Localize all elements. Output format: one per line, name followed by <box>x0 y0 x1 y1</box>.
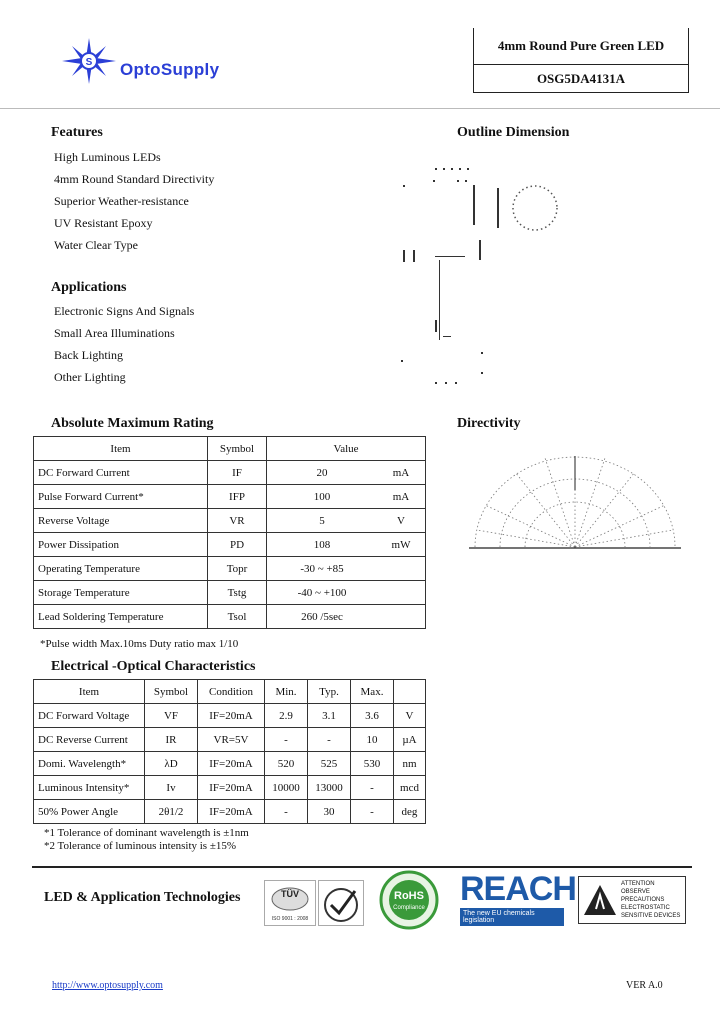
abs-max-table <box>33 436 426 629</box>
col-symbol: Symbol <box>208 437 267 461</box>
cell-symbol: IR <box>145 728 198 752</box>
col-condition: Condition <box>198 680 265 704</box>
applications-heading: Applications <box>51 280 127 295</box>
cell-symbol: λD <box>145 752 198 776</box>
cell-unit: nm <box>394 752 426 776</box>
top-divider <box>0 108 720 109</box>
cell-item: Domi. Wavelength* <box>34 752 145 776</box>
attention-line: OBSERVE PRECAUTIONS <box>621 889 665 903</box>
rohs-sub: Compliance <box>393 905 425 911</box>
cell-max: 530 <box>351 752 394 776</box>
table-row <box>34 752 426 776</box>
col-typ: Typ. <box>308 680 351 704</box>
table-row <box>34 509 426 533</box>
feature-item: UV Resistant Epoxy <box>54 216 153 230</box>
cell-unit: mA <box>377 461 426 485</box>
abs-max-heading: Absolute Maximum Rating <box>51 416 214 431</box>
cell-unit: V <box>377 509 426 533</box>
cell-unit <box>377 557 426 581</box>
tuv-logo-icon <box>265 881 315 925</box>
cell-symbol: VR <box>208 509 267 533</box>
cell-item: Reverse Voltage <box>34 509 208 533</box>
table-row <box>34 605 426 629</box>
cell-min: 520 <box>265 752 308 776</box>
application-item: Back Lighting <box>54 348 123 362</box>
version-label: VER A.0 <box>626 980 663 991</box>
svg-text:S: S <box>85 57 93 68</box>
tuv-badge <box>264 880 316 926</box>
cell-condition: IF=20mA <box>198 800 265 824</box>
cell-symbol: Tsol <box>208 605 267 629</box>
footer-title: LED & Application Technologies <box>44 890 241 905</box>
eo-note-1: *1 Tolerance of dominant wavelength is ±1nm <box>44 827 249 839</box>
cell-condition: IF=20mA <box>198 752 265 776</box>
table-row <box>34 485 426 509</box>
rohs-text: RoHS <box>394 890 424 902</box>
cell-item: Pulse Forward Current* <box>34 485 208 509</box>
cell-typ: 3.1 <box>308 704 351 728</box>
cell-max: - <box>351 776 394 800</box>
application-item: Other Lighting <box>54 370 126 384</box>
application-item: Small Area Illuminations <box>54 326 175 340</box>
attention-text <box>621 880 685 920</box>
cell-symbol: 2θ1/2 <box>145 800 198 824</box>
cell-min: - <box>265 800 308 824</box>
table-header-row <box>34 680 426 704</box>
cell-max: 3.6 <box>351 704 394 728</box>
table-row <box>34 557 426 581</box>
attention-line: SENSITIVE DEVICES <box>621 913 681 919</box>
checkmark-icon <box>319 881 363 925</box>
reach-sub: The new EU chemicals legislation <box>460 908 564 926</box>
features-heading: Features <box>51 125 103 140</box>
cell-item: DC Forward Voltage <box>34 704 145 728</box>
cell-min: 2.9 <box>265 704 308 728</box>
cell-symbol: Iv <box>145 776 198 800</box>
directivity-heading: Directivity <box>457 416 521 431</box>
reach-badge <box>460 870 576 924</box>
cell-unit: µA <box>394 728 426 752</box>
cell-max: 10 <box>351 728 394 752</box>
eo-table <box>33 679 426 824</box>
table-row <box>34 776 426 800</box>
cell-unit: mcd <box>394 776 426 800</box>
cell-item: Luminous Intensity* <box>34 776 145 800</box>
iso-text: ISO 9001 : 2008 <box>271 916 309 922</box>
eo-heading: Electrical -Optical Characteristics <box>51 659 256 674</box>
cell-typ: 13000 <box>308 776 351 800</box>
cell-item: Lead Soldering Temperature <box>34 605 208 629</box>
cell-typ: 30 <box>308 800 351 824</box>
esd-warning-icon <box>582 883 618 917</box>
eo-note-2: *2 Tolerance of luminous intensity is ±15% <box>44 840 237 852</box>
certification-badge <box>318 880 364 926</box>
col-max: Max. <box>351 680 394 704</box>
cell-value: 100 <box>267 485 378 509</box>
col-unit <box>394 680 426 704</box>
cell-unit: V <box>394 704 426 728</box>
cell-condition: VR=5V <box>198 728 265 752</box>
cell-value: -30 ~ +85 <box>267 557 378 581</box>
cell-value: 108 <box>267 533 378 557</box>
logo <box>58 36 278 86</box>
directivity-diagram <box>465 450 685 552</box>
cell-unit: mW <box>377 533 426 557</box>
table-row <box>34 533 426 557</box>
outline-heading: Outline Dimension <box>457 125 570 140</box>
cell-item: Storage Temperature <box>34 581 208 605</box>
cell-symbol: IF <box>208 461 267 485</box>
cell-item: Power Dissipation <box>34 533 208 557</box>
col-min: Min. <box>265 680 308 704</box>
cell-item: DC Forward Current <box>34 461 208 485</box>
product-title: 4mm Round Pure Green LED <box>474 28 688 65</box>
tuv-text: TÜV <box>281 889 299 899</box>
feature-item: 4mm Round Standard Directivity <box>54 172 215 186</box>
brand-name: OptoSupply <box>120 60 220 79</box>
feature-item: Water Clear Type <box>54 238 138 252</box>
cell-unit <box>377 605 426 629</box>
col-value: Value <box>267 437 426 461</box>
feature-item: Superior Weather-resistance <box>54 194 189 208</box>
attention-line: ELECTROSTATIC <box>621 905 670 911</box>
col-symbol: Symbol <box>145 680 198 704</box>
rohs-badge <box>376 870 442 930</box>
reach-text: REACH <box>460 870 576 908</box>
cell-item: Operating Temperature <box>34 557 208 581</box>
cell-condition: IF=20mA <box>198 704 265 728</box>
application-item: Electronic Signs And Signals <box>54 304 195 318</box>
cell-value: 20 <box>267 461 378 485</box>
cell-symbol: VF <box>145 704 198 728</box>
cell-value: -40 ~ +100 <box>267 581 378 605</box>
cell-item: 50% Power Angle <box>34 800 145 824</box>
part-number: OSG5DA4131A <box>536 71 626 86</box>
cell-typ: - <box>308 728 351 752</box>
footer-divider <box>32 866 692 868</box>
cell-typ: 525 <box>308 752 351 776</box>
cell-value: 5 <box>267 509 378 533</box>
star-logo-icon <box>58 36 118 86</box>
cell-unit: deg <box>394 800 426 824</box>
table-row <box>34 461 426 485</box>
cell-symbol: Topr <box>208 557 267 581</box>
abs-max-note: *Pulse width Max.10ms Duty ratio max 1/10 <box>40 638 239 650</box>
cell-symbol: IFP <box>208 485 267 509</box>
table-row <box>34 728 426 752</box>
cell-min: 10000 <box>265 776 308 800</box>
cell-item: DC Reverse Current <box>34 728 145 752</box>
esd-attention-badge <box>578 876 686 924</box>
attention-title: ATTENTION <box>621 881 655 887</box>
cell-value: 260 /5sec <box>267 605 378 629</box>
cell-condition: IF=20mA <box>198 776 265 800</box>
cell-symbol: PD <box>208 533 267 557</box>
website-link[interactable]: http://www.optosupply.com <box>52 980 163 991</box>
cell-max: - <box>351 800 394 824</box>
cell-min: - <box>265 728 308 752</box>
cell-unit <box>377 581 426 605</box>
cell-unit: mA <box>377 485 426 509</box>
table-row <box>34 581 426 605</box>
col-item: Item <box>34 680 145 704</box>
outline-drawing <box>395 160 595 390</box>
table-row <box>34 704 426 728</box>
col-item: Item <box>34 437 208 461</box>
table-header-row <box>34 437 426 461</box>
feature-item: High Luminous LEDs <box>54 150 161 164</box>
title-box <box>473 28 689 93</box>
cell-symbol: Tstg <box>208 581 267 605</box>
table-row <box>34 800 426 824</box>
